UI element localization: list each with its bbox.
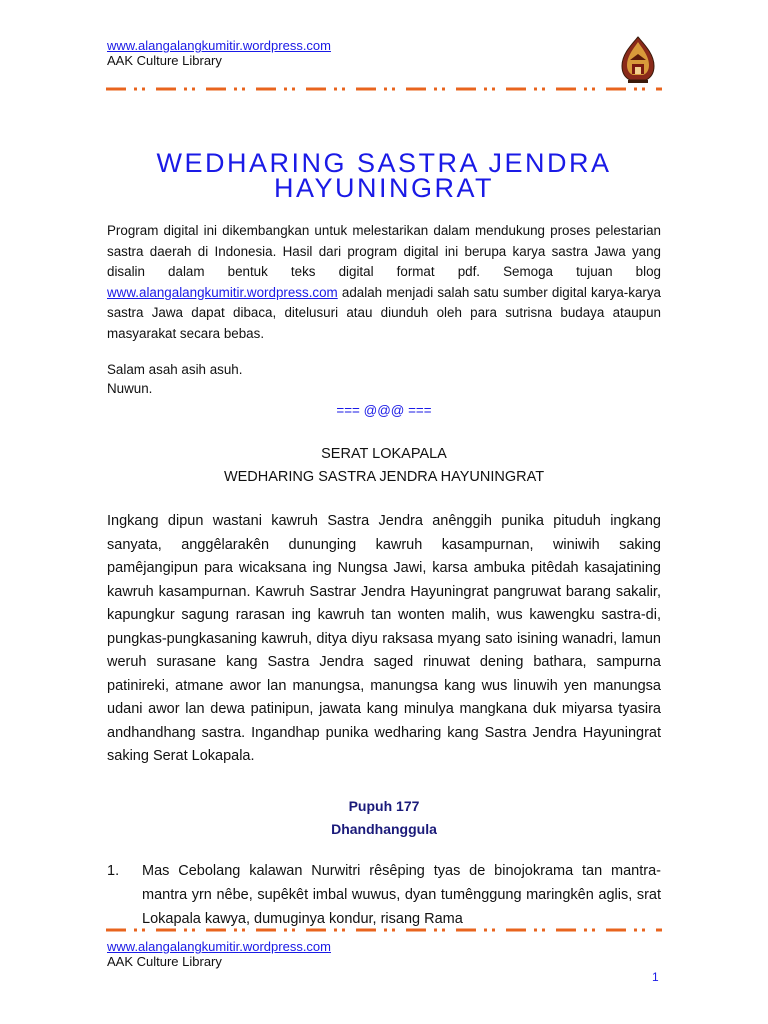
greeting [107,360,661,398]
header-ornament-divider-dot [284,88,287,91]
header-ornament-divider-dash [406,88,426,91]
header-ornament-divider-dash [606,88,626,91]
header-site-link[interactable]: www.alangalangkumitir.wordpress.com [107,38,331,53]
footer-ornament-divider-dash [556,929,576,932]
footer-ornament-divider-dash [606,929,626,932]
footer-ornament-divider-dot [292,929,295,932]
footer-ornament-divider-dot [334,929,337,932]
footer-ornament-divider-dot [384,929,387,932]
title-line-2: HAYUNINGRAT [273,173,494,203]
page-number: 1 [652,970,659,984]
footer-ornament-divider-dot [342,929,345,932]
header-ornament-divider-dot [634,88,637,91]
footer-ornament-divider-dot [584,929,587,932]
greeting-line-1: Salam asah asih asuh. [107,362,243,377]
verse-text: Mas Cebolang kalawan Nurwitri rêsêping tyas de binojokrama tan mantra-mantra yrn nêbe, supêkêt imbal wuwus, dyan tumênggung maringkên aglis, srat Lokapala kawya, dumuginya kondur, risang Rama [142,863,661,927]
serat-heading [107,443,661,489]
greeting-line-2: Nuwun. [107,381,153,396]
header-ornament-divider-dot [442,88,445,91]
header-ornament-divider-dash [206,88,226,91]
footer-ornament-divider-dot [434,929,437,932]
footer-site-link[interactable]: www.alangalangkumitir.wordpress.com [107,939,331,954]
footer-ornament-divider-dash [406,929,426,932]
pupuh-metre: Dhandhanggula [331,821,437,837]
header-ornament-divider-dot [492,88,495,91]
footer-ornament-divider-dot [234,929,237,932]
pupuh-title: Pupuh 177 [348,798,420,814]
footer-ornament-divider-dash [206,929,226,932]
body-paragraph: Ingkang dipun wastani kawruh Sastra Jendra anênggih punika pituduh ingkang sanyata, anggêlarakên dununging kawruh kasampurnan, winiwih saking pamêjangipun para wicaksana ing Nungsa Jawi, karsa ambuka pitêdah kasajatining kawruh kasampurnan. Kawruh Sastrar Jendra Hayuningrat pangruwat barang sakalir, kapungkur sagung rarasan ing kawruh tan wonten malih, wus kawengku sastra-di, pungkas-pungkasaning kawruh, ditya diyu raksasa myang sato isining wanadri, lamun weruh surasane kang Sastra Jendra saged rinuwat dening bathara, sampurna patinireki, atmane awor lan manungsa, manungsa kang wus linuwih yen manungsa udani awor lan dewa patinipun, jawata kang minulya mangkana duk miyarsa tyasira andhandhang sastra. Ingandhap punika wedharing kang Sastra Jendra Hayuningrat saking Serat Lokapala. [107,513,661,764]
footer-ornament-divider-dot [192,929,195,932]
footer-ornament-divider [106,927,662,933]
header-ornament-divider-dot [134,88,137,91]
footer-ornament-divider-dash [306,929,326,932]
footer-ornament-divider-dot [242,929,245,932]
footer-ornament-divider-dot [392,929,395,932]
header-ornament-divider-dash [256,88,276,91]
pupuh-heading [107,795,661,841]
header-ornament-divider-dot [584,88,587,91]
serat-title: SERAT LOKAPALA [321,446,447,462]
footer-ornament-divider-dash [256,929,276,932]
header-ornament-divider-dot [192,88,195,91]
page-title [107,148,661,203]
footer-ornament-divider-dot [442,929,445,932]
footer-ornament-divider-dot [542,929,545,932]
header-ornament-divider-dot [184,88,187,91]
footer-ornament-divider-dot [592,929,595,932]
header-ornament-divider-dash [156,88,176,91]
footer-ornament-divider-dot [484,929,487,932]
header-ornament-divider-dash [456,88,476,91]
footer-library-name: AAK Culture Library [107,954,222,969]
header-ornament-divider-dot [592,88,595,91]
header-ornament-divider-dash [506,88,526,91]
header-ornament-divider-dot [292,88,295,91]
header-ornament-divider-dot [142,88,145,91]
footer-ornament-divider-dot [534,929,537,932]
intro-paragraph [107,221,661,344]
footer-ornament-divider-dot [642,929,645,932]
intro-site-link[interactable]: www.alangalangkumitir.wordpress.com [107,284,338,300]
header-ornament-divider-dot [392,88,395,91]
header-ornament-divider-dot [342,88,345,91]
verse-number: 1. [107,863,120,879]
footer-ornament-divider-dash [656,929,662,932]
header-ornament-divider-dot [384,88,387,91]
serat-subtitle: WEDHARING SASTRA JENDRA HAYUNINGRAT [223,469,545,485]
intro-text-2: adalah menjadi salah satu sumber digital karya-karya sastra Jawa dapat dibaca, ditelusuri atau diunduh oleh para sutrisna budaya ataupun masyarakat secara bebas. [107,284,661,341]
header-ornament-divider-dash [106,88,126,91]
header-ornament-divider-dash [556,88,576,91]
header-ornament-divider-dot [542,88,545,91]
header-ornament-divider-dot [642,88,645,91]
section-separator: === @@@ === [336,403,432,418]
header-ornament-divider-dash [306,88,326,91]
footer-ornament-divider-dot [142,929,145,932]
footer-ornament-divider-dot [492,929,495,932]
header-ornament-divider-dot [334,88,337,91]
footer-ornament-divider-dot [284,929,287,932]
footer-ornament-divider-dot [634,929,637,932]
title-line-1: WEDHARING SASTRA JENDRA [156,148,612,178]
footer-ornament-divider-dash [106,929,126,932]
intro-text-1: Program digital ini dikembangkan untuk melestarikan dalam mendukung proses pelestarian sastra daerah di Indonesia. Hasil dari program digital ini berupa karya sastra Jawa yang disalin dalam bentuk teks digital format pdf. Semoga tujuan blog [107,223,661,279]
footer-ornament-divider-dash [456,929,476,932]
header-ornament-divider-dot [534,88,537,91]
header-ornament-divider [106,86,662,92]
gunungan-wayang-icon [620,36,656,84]
header-ornament-divider-dot [242,88,245,91]
header-ornament-divider-dot [484,88,487,91]
footer-ornament-divider-dash [156,929,176,932]
footer-ornament-divider-dot [134,929,137,932]
footer-ornament-divider-dash [506,929,526,932]
footer-ornament-divider-dash [356,929,376,932]
header-ornament-divider-dot [234,88,237,91]
footer-ornament-divider-dot [184,929,187,932]
header-ornament-divider-dot [434,88,437,91]
header-ornament-divider-dash [656,88,662,91]
header-ornament-divider-dash [356,88,376,91]
header-library-name: AAK Culture Library [107,53,222,68]
